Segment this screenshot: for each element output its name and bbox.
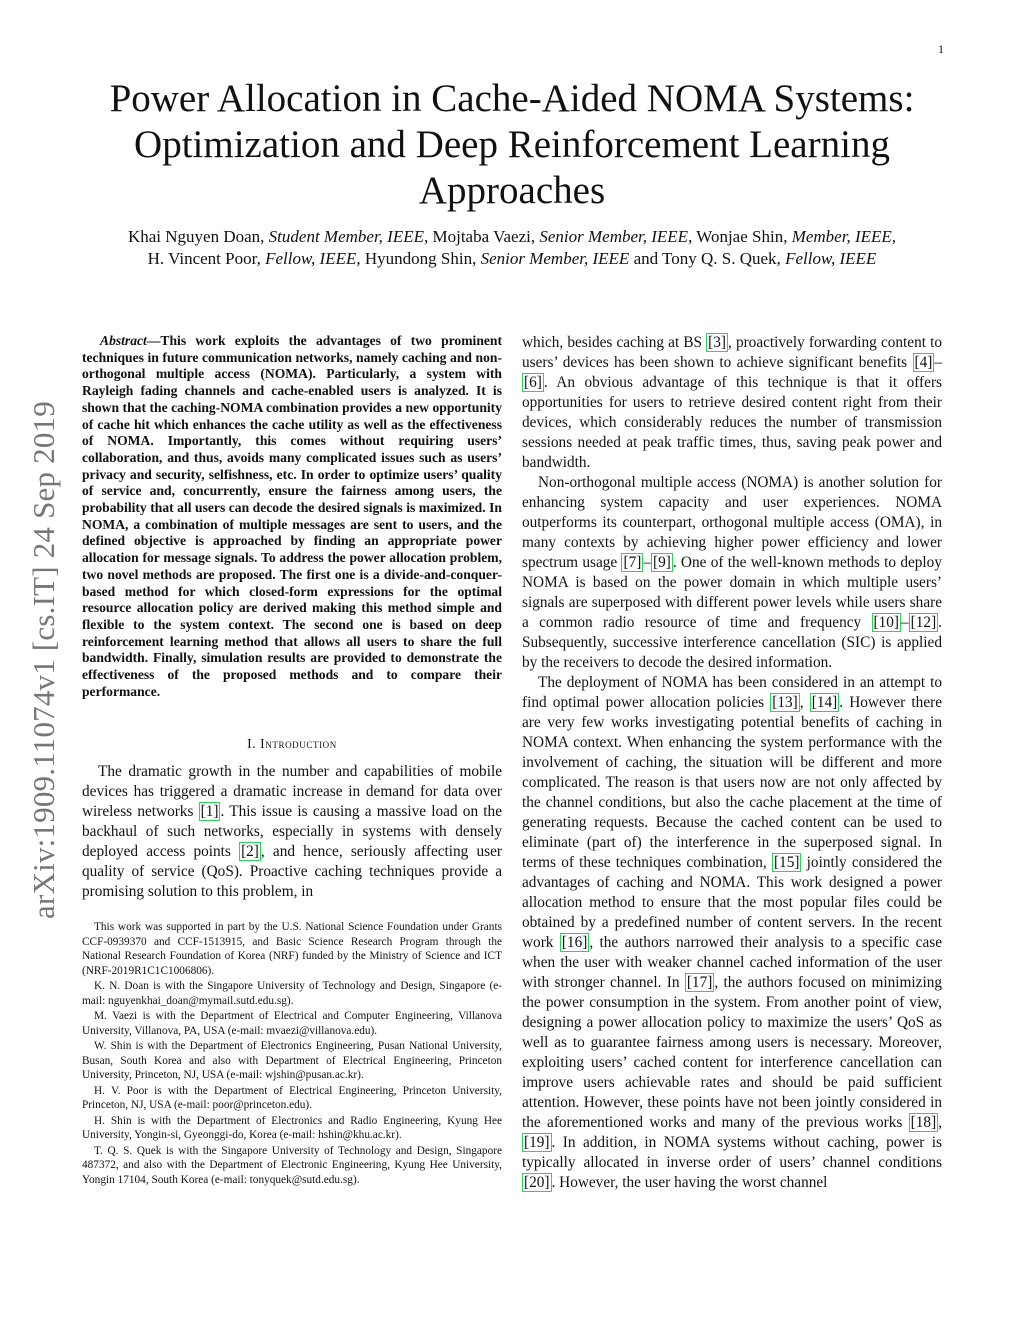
citation-link[interactable]: [15] [773,854,800,871]
citation-link[interactable]: [10] [873,614,900,631]
paper-title [70,76,954,214]
citation-link[interactable]: [3] [708,334,726,351]
text-run: , [799,694,810,711]
text-run: Non-orthogonal multiple access (NOMA) is another solution for enhancing system capacity and user experiences. NOMA outperforms its counterpart, orthogonal multiple access (OMA), in many contexts by achieving higher power efficiency and lower spectrum usage [522,474,942,571]
citation-link[interactable]: [18] [910,1114,937,1131]
citation-link[interactable]: [14] [811,694,838,711]
author-membership: Member, IEEE, [791,227,897,246]
footnote-affiliation: H. Shin is with the Department of Electronics and Radio Engineering, Kyung Hee University, Yongin-si, Gyeonggi-do, Korea (e-mail: hshin@khu.ac.kr). [82,1114,502,1142]
author-name: and Tony Q. S. Quek, [629,249,786,268]
footnote-affiliation: T. Q. S. Quek is with the Singapore University of Technology and Design, Singapore 487372, and also with the Department of Electronic Engineering, Kyung Hee University, Yongin 17104, South Korea (e-mail: tonyquek@sutd.edu.sg). [82,1144,502,1186]
body-paragraph [522,673,942,1193]
abstract [82,333,502,700]
right-column [522,333,942,1193]
author-name: H. Vincent Poor, [147,249,266,268]
text-run: . However, the user having the worst channel [551,1174,828,1191]
arxiv-identifier[interactable]: arXiv:1909.11074v1 [cs.IT] 24 Sep 2019 [26,401,61,919]
text-run: , the authors focused on minimizing the power consumption in the system. From another point of view, designing a power allocation policy to maximize the users’ QoS as well as to guarantee fairness among users is necessary. Moreover, exploiting users’ cached content for interference cancellation can improve users achievable rates and should be paid sufficient attention. However, these points have not been jointly considered in the aforementioned works and many of the previous works [522,974,942,1131]
citation-link[interactable]: [2] [241,843,259,861]
author-membership: Student Member, IEEE [268,227,424,246]
citation-link[interactable]: [13] [772,694,798,711]
author-name: Khai Nguyen Doan, [127,227,269,246]
text-run: which, besides caching at BS [522,334,707,351]
title-line-1: Power Allocation in Cache-Aided NOMA Systems: [109,77,915,120]
author-membership: Senior Member, IEEE [480,249,630,268]
section-number: I. [247,736,261,752]
footnote-affiliation: W. Shin is with the Department of Electronics Engineering, Pusan National University, Busan, South Korea and also with Department of Electrical Engineering, Princeton University, Princeton, NJ, USA (e-mail: wjshin@pusan.ac.kr). [82,1040,502,1082]
body-paragraph [522,333,942,473]
section-title: Introduction [260,736,337,752]
footnote-affiliation: H. V. Poor is with the Department of Electrical Engineering, Princeton University, Princeton, NJ, USA (e-mail: poor@princeton.edu). [82,1084,502,1112]
footnote-affiliation: M. Vaezi is with the Department of Electrical and Computer Engineering, Villanova University, Villanova, PA, USA (e-mail: mvaezi@villanova.edu). [82,1010,502,1037]
text-run: The dramatic growth in the number and capabilities of mobile devices has triggered a dramatic increase in demand for data over wireless networks [82,763,502,821]
text-run: . In addition, in NOMA systems without caching, power is typically allocated in inverse order of users’ channel conditions [522,1134,942,1171]
footnotes [82,920,502,1187]
text-run: . This issue is causing a massive load on the backhaul of such networks, especially in systems with densely deployed access points [82,803,502,861]
citation-link[interactable]: [9] [652,554,671,571]
author-membership: Fellow, IEEE [265,249,357,268]
text-run: . However there are very few works investigating potential benefits of caching in NOMA context. When enhancing the system performance with the involvement of caching, the situation will be different and more complicated. The reason is that users now are not only affected by the channel conditions, but also the cache placement at the time of generating requests. Because the cached content can be used to eliminate (part of) the interference in the superposed signal. In terms of these techniques combination, [522,694,942,871]
citation-link[interactable]: [4] [914,354,933,371]
body-paragraph [522,473,942,673]
citation-link[interactable]: [16] [561,934,588,951]
text-run: , proactively forwarding content to users’ devices has been shown to achieve significant benefits [522,334,942,371]
left-column [82,333,502,1188]
author-name: , Hyundong Shin, [356,249,481,268]
text-run: . Subsequently, successive interference cancellation (SIC) is applied by the receivers to decode the desired information. [522,614,942,671]
text-run: , [938,1114,942,1131]
page-number: 1 [938,42,944,56]
abstract-dash: — [146,333,161,348]
text-run: – [934,354,942,371]
abstract-label: Abstract [100,333,147,348]
author-membership: Fellow, IEEE [785,249,877,268]
intro-paragraph [82,762,502,902]
citation-link[interactable]: [20] [524,1174,550,1191]
citation-link[interactable]: [7] [623,554,642,571]
citation-link[interactable]: [6] [524,374,542,391]
footnote-affiliation: K. N. Doan is with the Singapore University of Technology and Design, Singapore (e-mail: nguyenkhai_doan@mymail.sutd.edu.sg). [82,980,502,1007]
title-line-2: Optimization and Deep Reinforcement Learning [134,123,890,166]
text-run: . One of the well-known methods to deploy NOMA is based on the power domain in which multiple users’ signals are superposed with different power levels while users share a common radio resource of time and frequency [522,554,942,631]
text-run: – [643,554,651,571]
text-run: The deployment of NOMA has been considered in an attempt to find optimal power allocation policies [522,674,942,711]
text-run: . An obvious advantage of this technique is that it offers opportunities for users to retrieve desired content right from their devices, which considerably reduces the number of transmission sessions needed at peak traffic times, thus, saving peak power and bandwidth. [522,374,942,471]
citation-link[interactable]: [17] [686,974,713,991]
author-name: , Mojtaba Vaezi, [424,227,540,246]
citation-link[interactable]: [1] [200,803,219,821]
text-run: – [901,614,909,631]
text-run: , the authors narrowed their analysis to a specific case when the user with weaker channel cached information of the user with stronger channel. In [522,934,942,991]
title-line-3: Approaches [418,169,606,212]
citation-link[interactable]: [12] [910,614,937,631]
footnote-funding: This work was supported in part by the U.S. National Science Foundation under Grants CCF-0939370 and CCF-1513915, and Basic Science Research Program through the National Research Foundation of Korea (NRF) funded by the Ministry of Science and ICT (NRF-2019R1C1C1006806). [82,921,502,977]
section-heading-introduction [82,736,502,752]
text-run: , and hence, seriously affecting user quality of service (QoS). Proactive caching techniques provide a promising solution to this problem, in [82,843,502,901]
author-list [70,226,954,270]
abstract-text: This work exploits the advantages of two prominent techniques in future communication networks, namely caching and non-orthogonal multiple access (NOMA). Particularly, a system with Rayleigh fading channels and cache-enabled users is analyzed. It is shown that the caching-NOMA combination provides a new opportunity of cache hit which enhances the cache utility as well as the effectiveness of NOMA. Importantly, this comes without requiring users’ collaboration, and thus, avoids many complicated issues such as users’ privacy and security, selfishness, etc. In order to optimize users’ quality of service and, concurrently, ensure the fairness among users, the probability that all users can decode the desired signals is maximized. In NOMA, a combination of multiple messages are sent to users, and the defined objective is approached by finding an appropriate power allocation for message signals. To address the power allocation problem, two novel methods are proposed. The first one is a divide-and-conquer-based method for which closed-form expressions for the optimal resource allocation policy are derived making this method simple and flexible to the system context. The second one is based on deep reinforcement learning method that allows all users to share the full bandwidth. Finally, simulation results are provided to demonstrate the effectiveness of the proposed methods and to compare their performance. [82,333,502,699]
text-run: jointly considered the advantages of caching and NOMA. This work designed a power allocation method to ensure that the most popular files could be obtained by a predefined number of content servers. In the recent work [522,854,942,951]
citation-link[interactable]: [19] [524,1134,550,1151]
author-name: , Wonjae Shin, [688,227,792,246]
author-membership: Senior Member, IEEE [539,227,689,246]
